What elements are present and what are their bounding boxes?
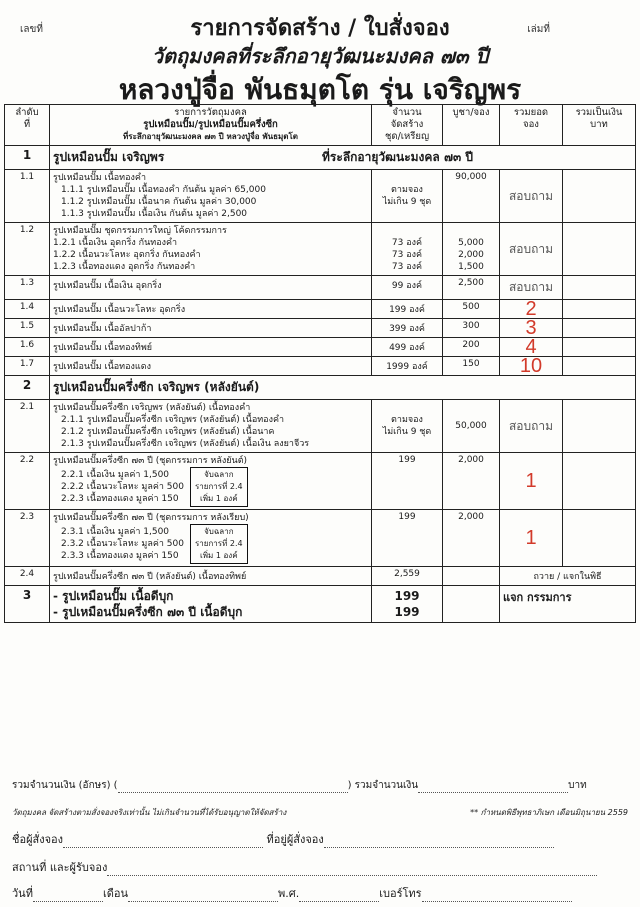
row-item: รูปเหมือนปั๊ม ชุดกรรมการใหญ่ โค้ดกรรมการ 1.2.1 เนื้อเงิน อุดกริ่ง กันทองคำ 1.2.2 เนื้อนวะโลหะ อุดกริ่ง กันทองคำ 1.2.3 เนื้อทองแดง อุดกริ่ง กันทองคำ xyxy=(50,223,372,276)
row-price: 5,000 2,000 1,500 xyxy=(443,223,500,276)
row-item: รูปเหมือนปั๊ม เนื้อทองคำ 1.1.1 รูปเหมือนปั๊ม เนื้อทองคำ กันต้น มูลค่า 65,000 1.1.2 รูปเหมือนปั๊ม เนื้อนาค กันต้น มูลค่า 30,000 1.1.3 รูปเหมือนปั๊ม เนื้อเงิน กันต้น มูลค่า 2,500 xyxy=(50,170,372,223)
row-sum[interactable] xyxy=(563,319,636,338)
year-field[interactable] xyxy=(299,891,379,902)
row-price xyxy=(443,586,500,623)
orderer-line: ชื่อผู้สั่งจอง ที่อยู่ผู้สั่งจอง xyxy=(12,830,628,848)
row-price: 2,000 xyxy=(443,453,500,510)
row-no: 1.1 xyxy=(5,170,50,223)
row-sum[interactable] xyxy=(563,276,636,300)
row-qty: ตามจอง ไม่เกิน 9 ชุด xyxy=(372,400,443,453)
doc-number-label: เลขที่ xyxy=(20,24,43,35)
table-row xyxy=(5,276,636,300)
orderer-name-field[interactable] xyxy=(63,837,263,848)
table-row xyxy=(5,510,636,567)
row-no: 1.5 xyxy=(5,319,50,338)
header-qty: จำนวน จัดสร้าง ชุด/เหรียญ xyxy=(372,105,443,146)
table-row xyxy=(5,400,636,453)
row-sum[interactable] xyxy=(563,357,636,376)
row-price: 150 xyxy=(443,357,500,376)
order-table xyxy=(4,104,636,623)
section-no: 2 xyxy=(5,376,50,400)
lottery-note-box: จับฉลาก รายการที่ 2.4 เพิ่ม 1 องค์ xyxy=(190,467,248,507)
row-price: 50,000 xyxy=(443,400,500,453)
row-qty: ตามจอง ไม่เกิน 9 ชุด xyxy=(372,170,443,223)
month-field[interactable] xyxy=(128,891,278,902)
row-qty: 99 องค์ xyxy=(372,276,443,300)
row-qty: 199 199 xyxy=(372,586,443,623)
place-field[interactable] xyxy=(107,865,597,876)
page-title: รายการจัดสร้าง / ใบสั่งจอง xyxy=(190,16,450,41)
table-row xyxy=(5,223,636,276)
row-price xyxy=(443,567,500,586)
date-line: วันที่ เดือน พ.ศ. เบอร์โทร xyxy=(12,884,628,902)
sum-amount-field[interactable] xyxy=(418,782,568,793)
row-qty: 199 องค์ xyxy=(372,300,443,319)
row-price: 200 xyxy=(443,338,500,357)
row-total[interactable]: 1 xyxy=(500,510,563,567)
row-qty: 1999 องค์ xyxy=(372,357,443,376)
section-title: รูปเหมือนปั๊มครึ่งซีก เจริญพร (หลังยันต์) xyxy=(50,376,636,400)
table-row xyxy=(5,453,636,510)
row-total[interactable]: 1 xyxy=(500,453,563,510)
row-sum[interactable] xyxy=(563,223,636,276)
table-header xyxy=(5,105,636,146)
sum-text-field[interactable] xyxy=(118,782,348,793)
row-no: 2.1 xyxy=(5,400,50,453)
row-item: รูปเหมือนปั๊มครึ่งซีก ๗๓ ปี (หลังยันต์) เนื้อทองทิพย์ xyxy=(50,567,372,586)
section-no: 3 xyxy=(5,586,50,623)
book-number-label: เล่มที่ xyxy=(527,24,550,35)
row-qty: 73 องค์ 73 องค์ 73 องค์ xyxy=(372,223,443,276)
row-item: รูปเหมือนปั๊มครึ่งซีก เจริญพร (หลังยันต์) เนื้อทองคำ 2.1.1 รูปเหมือนปั๊มครึ่งซีก เจริญพร (หลังยันต์) เนื้อทองคำ 2.1.2 รูปเหมือนปั๊มครึ่งซีก เจริญพร (หลังยันต์) เนื้อนาค 2.1.3 รูปเหมือนปั๊มครึ่งซีก เจริญพร (หลังยันต์) เนื้อเงิน ลงยาจีวร xyxy=(50,400,372,453)
row-item: รูปเหมือนปั๊ม เนื้อนวะโลหะ อุดกริ่ง xyxy=(50,300,372,319)
row-price: 2,000 xyxy=(443,510,500,567)
row-total[interactable]: 3 xyxy=(500,319,563,338)
row-item: รูปเหมือนปั๊ม เนื้ออัลปาก้า xyxy=(50,319,372,338)
row-item: รูปเหมือนปั๊ม เนื้อทองแดง xyxy=(50,357,372,376)
row-total[interactable]: 4 xyxy=(500,338,563,357)
row-no: 1.3 xyxy=(5,276,50,300)
row-item: รูปเหมือนปั๊ม เนื้อทองทิพย์ xyxy=(50,338,372,357)
table-row xyxy=(5,170,636,223)
row-sum[interactable] xyxy=(563,400,636,453)
row-total: สอบถาม xyxy=(500,276,563,300)
row-qty: 499 องค์ xyxy=(372,338,443,357)
row-qty: 199 xyxy=(372,453,443,510)
page-subtitle: วัตถุมงคลที่ระลึกอายุวัฒนะมงคล ๗๓ ปี xyxy=(151,44,489,68)
day-field[interactable] xyxy=(33,891,103,902)
section-no: 1 xyxy=(5,146,50,170)
row-note: แจก กรรมการ xyxy=(500,586,636,623)
row-sum[interactable] xyxy=(563,300,636,319)
notes-line: วัตถุมงคล จัดสร้างตามสั่งจองจริงเท่านั้น ไม่เกินจำนวนที่ได้รับอนุญาตให้จัดสร้าง ** กำหนดพิธีพุทธาภิเษก เดือนมิถุนายน 2559 xyxy=(12,808,628,817)
header-sum: รวมเป็นเงิน บาท xyxy=(563,105,636,146)
row-note: ถวาย / แจกในพิธี xyxy=(500,567,636,586)
section-3-row xyxy=(5,586,636,623)
row-no: 1.7 xyxy=(5,357,50,376)
row-no: 1.2 xyxy=(5,223,50,276)
row-sum[interactable] xyxy=(563,170,636,223)
row-no: 2.2 xyxy=(5,453,50,510)
table-row xyxy=(5,338,636,357)
table-row xyxy=(5,357,636,376)
row-item: รูปเหมือนปั๊ม เนื้อเงิน อุดกริ่ง xyxy=(50,276,372,300)
row-item: - รูปเหมือนปั๊ม เนื้อดีบุก - รูปเหมือนปั๊มครึ่งซีก ๗๓ ปี เนื้อดีบุก xyxy=(50,586,372,623)
row-total[interactable]: 2 xyxy=(500,300,563,319)
row-price: 90,000 xyxy=(443,170,500,223)
row-price: 500 xyxy=(443,300,500,319)
place-line: สถานที่ และผู้รับจอง xyxy=(12,858,628,876)
row-qty: 199 xyxy=(372,510,443,567)
lottery-note-box: จับฉลาก รายการที่ 2.4 เพิ่ม 1 องค์ xyxy=(190,524,248,564)
row-item: รูปเหมือนปั๊มครึ่งซีก ๗๓ ปี (ชุดกรรมการ หลังเรียบ) 2.3.1 เนื้อเงิน มูลค่า 1,500 2.3.2 เนื้อนวะโลหะ มูลค่า 500 2.3.3 เนื้อทองแดง มูลค่า 150 จับฉลาก รายการที่ 2.4 เพิ่ม 1 องค์ xyxy=(50,510,372,567)
sum-line: รวมจำนวนเงิน (อักษร) ( ) รวมจำนวนเงิน บาท xyxy=(12,780,587,791)
header-no: ลำดับ ที่ xyxy=(5,105,50,146)
phone-field[interactable] xyxy=(422,891,572,902)
section-title: รูปเหมือนปั๊ม เจริญพร ที่ระลึกอายุวัฒนะมงคล ๗๓ ปี xyxy=(50,146,636,170)
row-no: 2.3 xyxy=(5,510,50,567)
row-price: 2,500 xyxy=(443,276,500,300)
row-item: รูปเหมือนปั๊มครึ่งซีก ๗๓ ปี (ชุดกรรมการ หลังยันต์) 2.2.1 เนื้อเงิน มูลค่า 1,500 2.2.2 เนื้อนวะโลหะ มูลค่า 500 2.2.3 เนื้อทองแดง มูลค่า 150 จับฉลาก รายการที่ 2.4 เพิ่ม 1 องค์ xyxy=(50,453,372,510)
header-price: บูชา/จอง xyxy=(443,105,500,146)
table-row xyxy=(5,567,636,586)
row-total: สอบถาม xyxy=(500,400,563,453)
orderer-address-field[interactable] xyxy=(324,837,554,848)
row-price: 300 xyxy=(443,319,500,338)
section-1-row xyxy=(5,146,636,170)
row-sum[interactable] xyxy=(563,453,636,510)
row-no: 1.4 xyxy=(5,300,50,319)
row-qty: 2,559 xyxy=(372,567,443,586)
row-total: สอบถาม xyxy=(500,223,563,276)
table-row xyxy=(5,300,636,319)
header-total: รวมยอด จอง xyxy=(500,105,563,146)
row-total[interactable]: 10 xyxy=(500,357,563,376)
row-total: สอบถาม xyxy=(500,170,563,223)
row-sum[interactable] xyxy=(563,510,636,567)
header-item: รายการวัตถุมงคล รูปเหมือนปั๊ม/รูปเหมือนปั๊มครึ่งซีก ที่ระลึกอายุวัฒนะมงคล ๗๓ ปี หลวงปู่จื่อ พันธมุตโต xyxy=(50,105,372,146)
row-no: 2.4 xyxy=(5,567,50,586)
row-sum[interactable] xyxy=(563,338,636,357)
row-qty: 399 องค์ xyxy=(372,319,443,338)
page-heading: หลวงปู่จื่อ พันธมุตโต รุ่น เจริญพร xyxy=(118,73,522,106)
section-2-row xyxy=(5,376,636,400)
row-no: 1.6 xyxy=(5,338,50,357)
table-row xyxy=(5,319,636,338)
